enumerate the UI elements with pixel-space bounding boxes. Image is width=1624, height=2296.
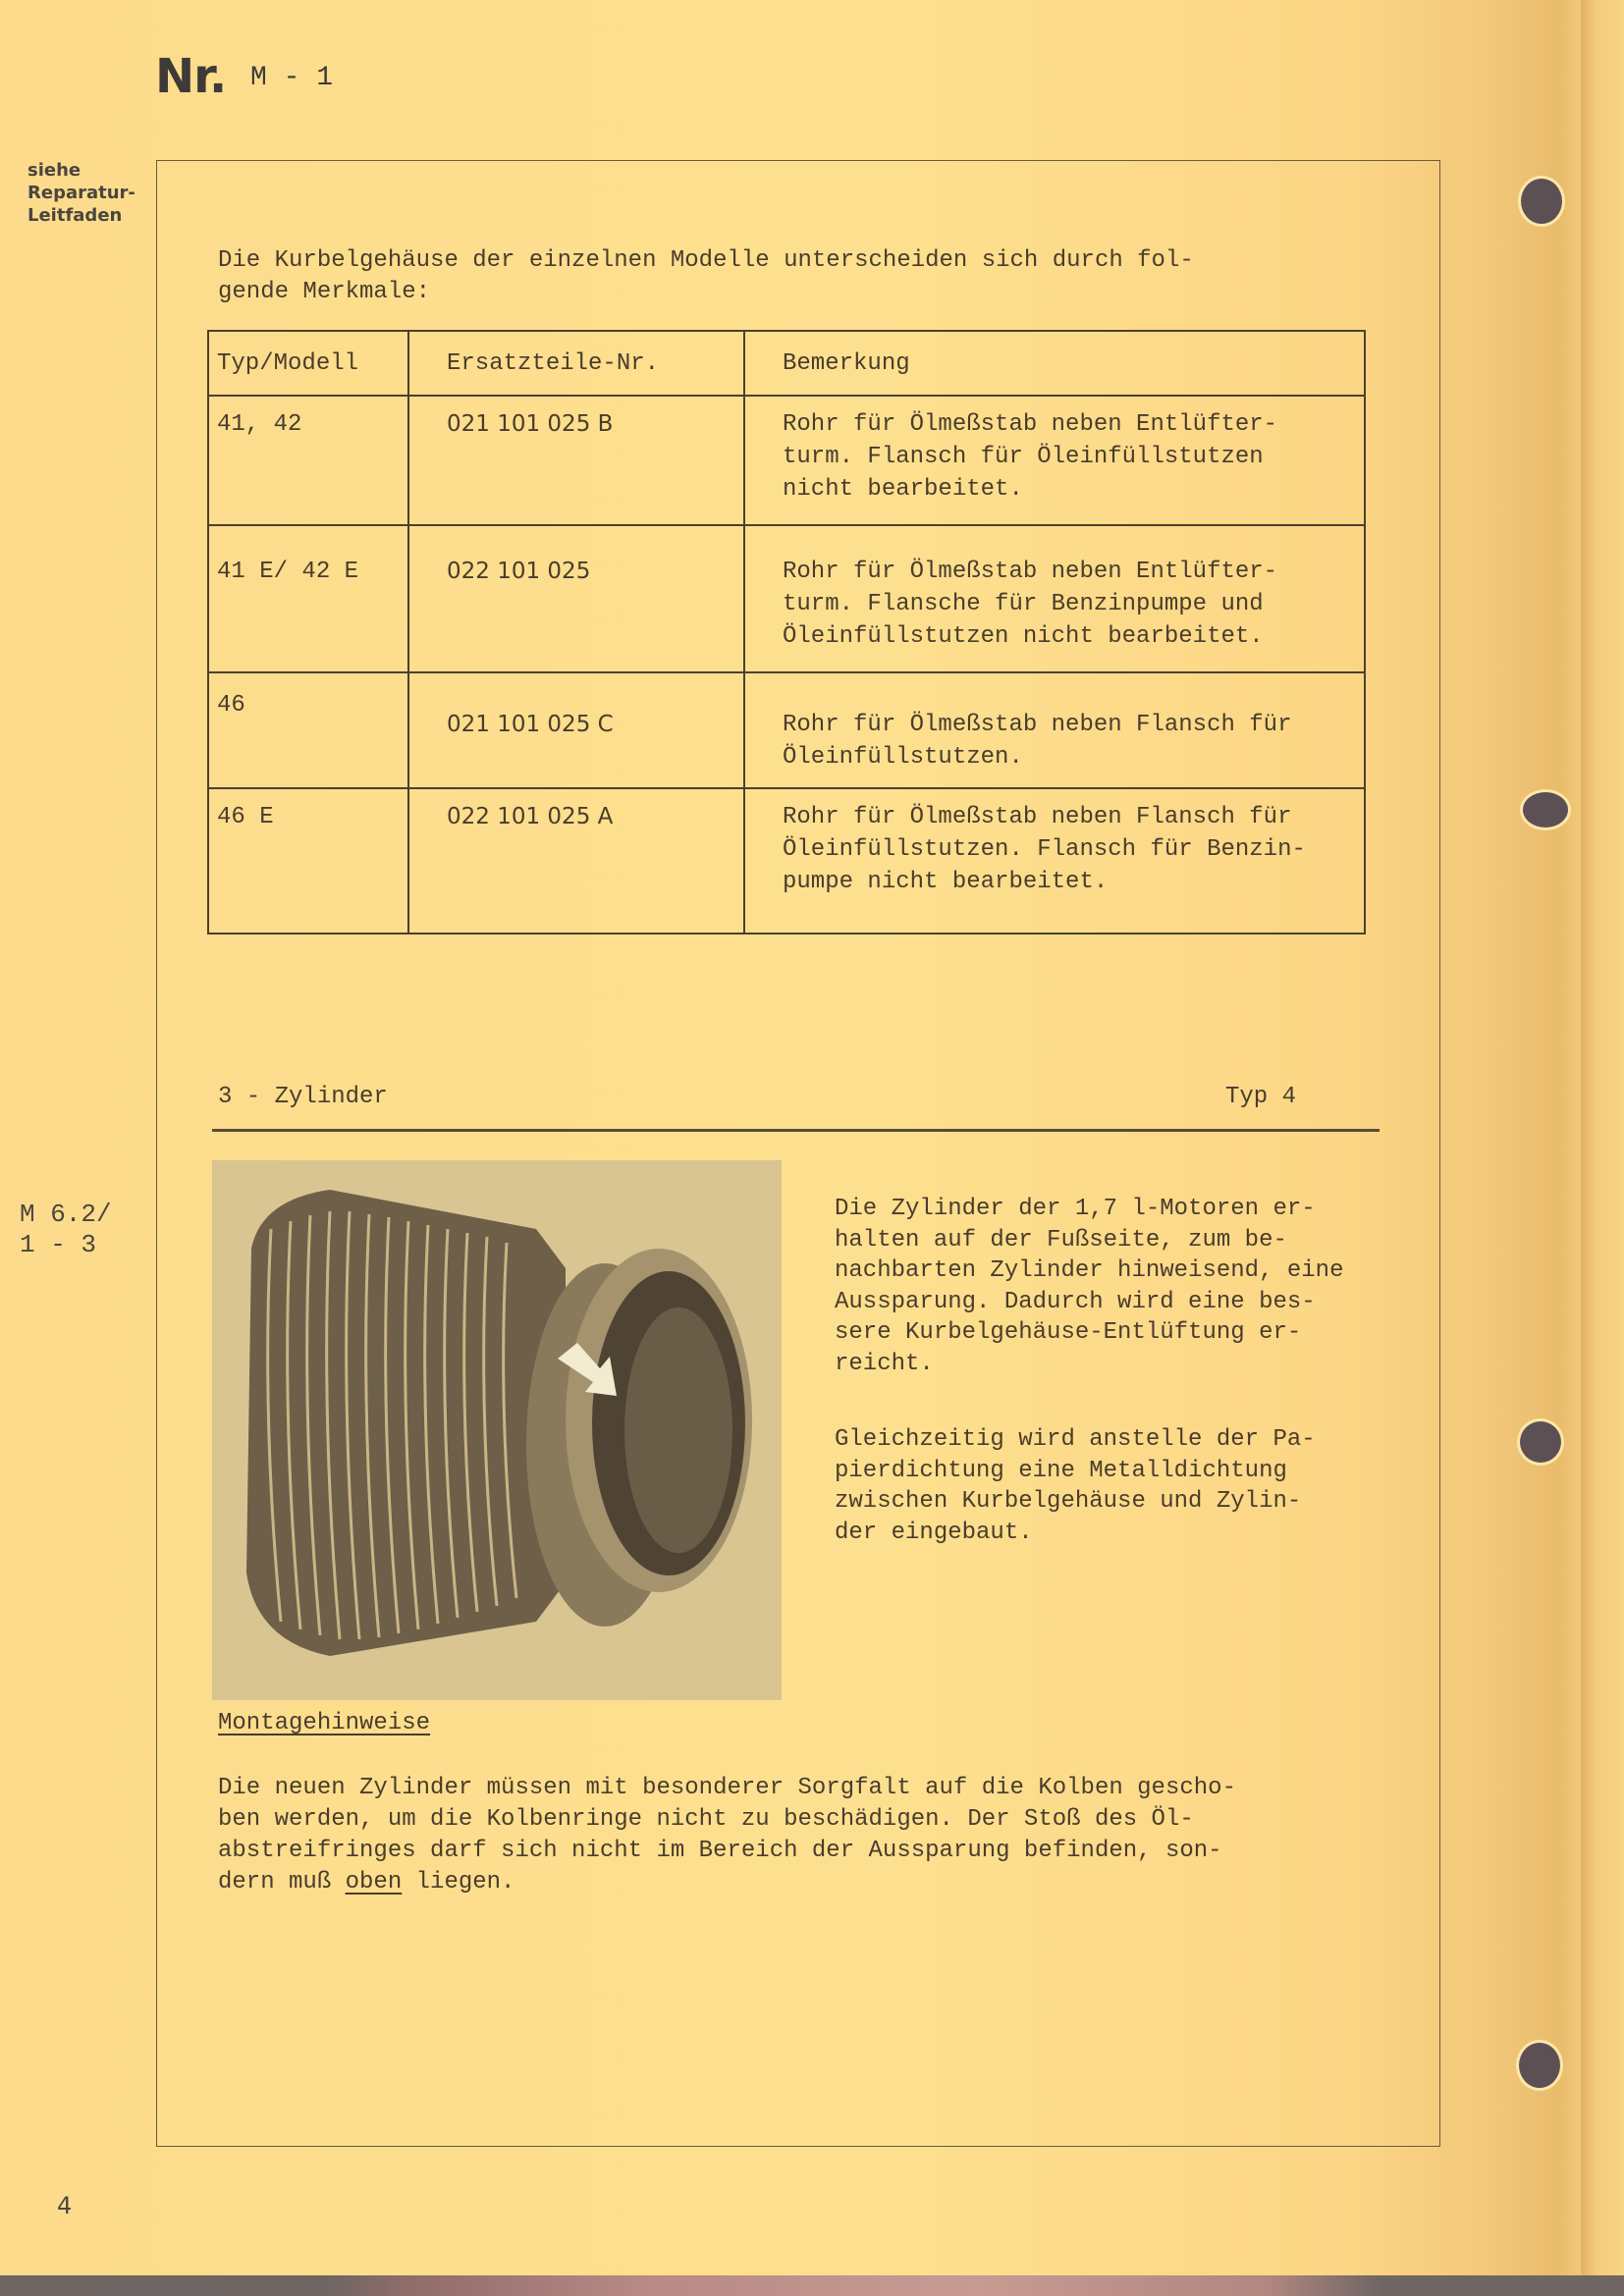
section-title: 3 - Zylinder: [218, 1084, 388, 1110]
model-cell: 46: [217, 692, 245, 719]
punch-hole: [1520, 1421, 1561, 1463]
cylinder-photo: [212, 1160, 782, 1700]
reference-line: Leitfaden: [27, 205, 123, 226]
parts-table: [207, 330, 1366, 934]
intro-text: Die Kurbelgehäuse der einzelnen Modelle unterscheiden sich durch fol- gende Merkmale:: [218, 247, 1194, 305]
part-number-cell: 021 101 025 B: [447, 411, 614, 437]
table-row: [208, 672, 1365, 788]
assembly-text-end: liegen.: [402, 1869, 515, 1896]
header-part-number: Ersatzteile-Nr.: [408, 331, 744, 396]
section-type: Typ 4: [1225, 1084, 1297, 1110]
cooling-fins: [246, 1190, 566, 1656]
table-row: [208, 788, 1365, 934]
background-surface: [0, 2275, 1624, 2296]
punch-hole: [1523, 792, 1568, 828]
reference-line: siehe: [27, 160, 81, 181]
assembly-emphasis: oben: [345, 1869, 403, 1896]
punch-hole: [1519, 2043, 1560, 2088]
part-number-cell: 022 101 025: [447, 559, 591, 584]
model-cell: 46 E: [217, 804, 274, 830]
remark-cell: Rohr für Ölmeßstab neben Flansch für Öleinfüllstutzen. Flansch für Benzin- pumpe nicht bearbeitet.: [783, 804, 1306, 895]
header-remark: Bemerkung: [744, 331, 1365, 396]
description-paragraph: Gleichzeitig wird anstelle der Pa- pierdichtung eine Metalldichtung zwischen Kurbelgehäuse und Zylin- der eingebaut.: [835, 1426, 1316, 1546]
table-header-row: [208, 331, 1365, 396]
table-row: [208, 525, 1365, 672]
cylinder-illustration: [212, 1160, 782, 1700]
page-number: 4: [57, 2192, 73, 2219]
assembly-title: Montagehinweise: [218, 1710, 431, 1736]
reference-line: Reparatur-: [27, 183, 135, 203]
remark-cell: Rohr für Ölmeßstab neben Entlüfter- turm. Flansche für Benzinpumpe und Öleinfüllstutzen nicht bearbeitet.: [783, 559, 1278, 650]
page-edge: [1581, 0, 1624, 2275]
assembly-text-main: Die neuen Zylinder müssen mit besonderer Sorgfalt auf die Kolben gescho- ben werden, um die Kolbenringe nicht zu beschädigen. Der Stoß des Öl- abstreifringes darf sich nicht im Bereich der Aussparung befinden, son- dern muß: [218, 1775, 1236, 1896]
header-model: Typ/Modell: [208, 331, 408, 396]
table-row: [208, 396, 1365, 525]
assembly-text: [218, 1773, 1236, 1898]
part-number-cell: 022 101 025 A: [447, 804, 614, 829]
section-divider: [212, 1129, 1380, 1132]
document-number-label: Nr.: [155, 49, 227, 104]
model-cell: 41, 42: [217, 411, 302, 438]
repair-manual-reference: [27, 159, 135, 227]
model-cell: 41 E/ 42 E: [217, 559, 359, 585]
remark-cell: Rohr für Ölmeßstab neben Flansch für Öleinfüllstutzen.: [783, 712, 1292, 771]
document-number: M - 1: [250, 63, 334, 93]
description-paragraph: Die Zylinder der 1,7 l-Motoren er- halten auf der Fußseite, zum be- nachbarten Zylinder hinweisend, eine Aussparung. Dadurch wird eine bes- sere Kurbelgehäuse-Entlüftung er- reicht.: [835, 1196, 1344, 1377]
part-number-cell: 021 101 025 C: [447, 712, 614, 737]
remark-cell: Rohr für Ölmeßstab neben Entlüfter- turm. Flansch für Öleinfüllstutzen nicht bearbeitet.: [783, 411, 1278, 503]
punch-hole: [1521, 179, 1562, 224]
section-reference: M 6.2/ 1 - 3: [20, 1200, 112, 1259]
